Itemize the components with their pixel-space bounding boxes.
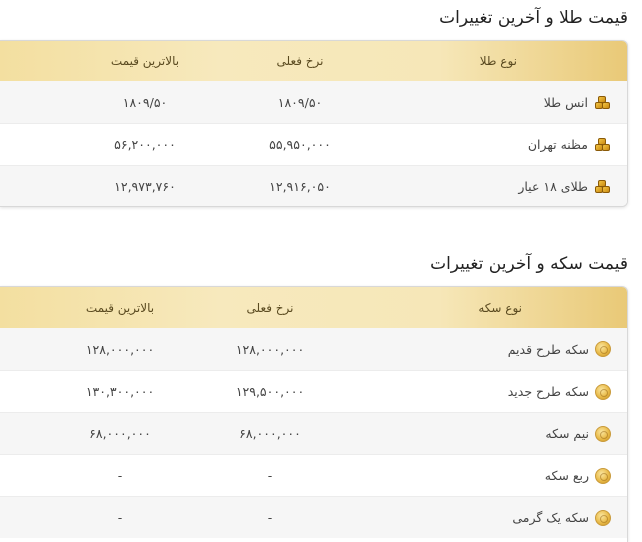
current-rate: - (267, 510, 273, 525)
highest-price: ۱۳۰,۳۰۰,۰۰۰ (85, 384, 155, 399)
table-row (0, 496, 627, 538)
coin-table-header (0, 287, 627, 328)
coin-section-title: قیمت سکه و آخرین تغییرات (430, 254, 628, 274)
gold-bars-icon (594, 136, 611, 153)
gold-name: طلای ۱۸ عیار (518, 179, 588, 194)
header-highest-price: بالاترین قیمت (85, 300, 155, 315)
highest-price: ۵۶,۲۰۰,۰۰۰ (114, 137, 176, 152)
current-rate: - (267, 468, 273, 483)
gold-bars-icon (594, 94, 611, 111)
gold-coin-icon (595, 384, 611, 400)
gold-name: مظنه تهران (527, 137, 588, 152)
coin-name: ربع سکه (544, 468, 589, 483)
gold-coin-icon (595, 468, 611, 484)
current-rate: ۶۸,۰۰۰,۰۰۰ (239, 426, 301, 441)
coin-price-table (0, 286, 628, 542)
current-rate: ۱۲,۹۱۶,۰۵۰ (269, 179, 331, 194)
gold-coin-icon (595, 341, 611, 357)
current-rate: ۱۲۹,۵۰۰,۰۰۰ (235, 384, 305, 399)
coin-name: سکه طرح قدیم (507, 341, 589, 357)
current-rate: ۵۵,۹۵۰,۰۰۰ (269, 137, 331, 152)
table-row (0, 123, 627, 165)
current-rate: ۱۲۸,۰۰۰,۰۰۰ (235, 341, 305, 357)
header-current-rate: نرخ فعلی (276, 54, 324, 68)
coin-name: نیم سکه (545, 426, 589, 441)
highest-price: ۱۲,۹۷۳,۷۶۰ (114, 179, 176, 194)
table-row (0, 81, 627, 123)
header-gold-type: نوع طلا (479, 54, 517, 68)
gold-section-title: قیمت طلا و آخرین تغییرات (439, 8, 628, 28)
highest-price: ۱۲۸,۰۰۰,۰۰۰ (85, 341, 155, 357)
table-row (0, 370, 627, 412)
gold-bars-icon (594, 178, 611, 195)
gold-table-header (0, 41, 627, 81)
gold-price-table (0, 40, 628, 207)
coin-name: سکه طرح جدید (507, 384, 589, 399)
table-row (0, 328, 627, 370)
gold-coin-icon (595, 510, 611, 526)
highest-price: ۶۸,۰۰۰,۰۰۰ (89, 426, 151, 441)
header-coin-type: نوع سکه (478, 300, 522, 315)
table-row (0, 454, 627, 496)
coin-name: سکه یک گرمی (512, 510, 589, 525)
highest-price: - (117, 510, 123, 525)
header-current-rate: نرخ فعلی (246, 300, 294, 315)
current-rate: ۱۸۰۹/۵۰ (277, 94, 323, 110)
table-row (0, 412, 627, 454)
gold-name: انس طلا (543, 94, 588, 110)
header-highest-price: بالاترین قیمت (110, 54, 180, 68)
highest-price: ۱۸۰۹/۵۰ (122, 94, 168, 110)
gold-coin-icon (595, 426, 611, 442)
highest-price: - (117, 468, 123, 483)
table-row (0, 165, 627, 207)
